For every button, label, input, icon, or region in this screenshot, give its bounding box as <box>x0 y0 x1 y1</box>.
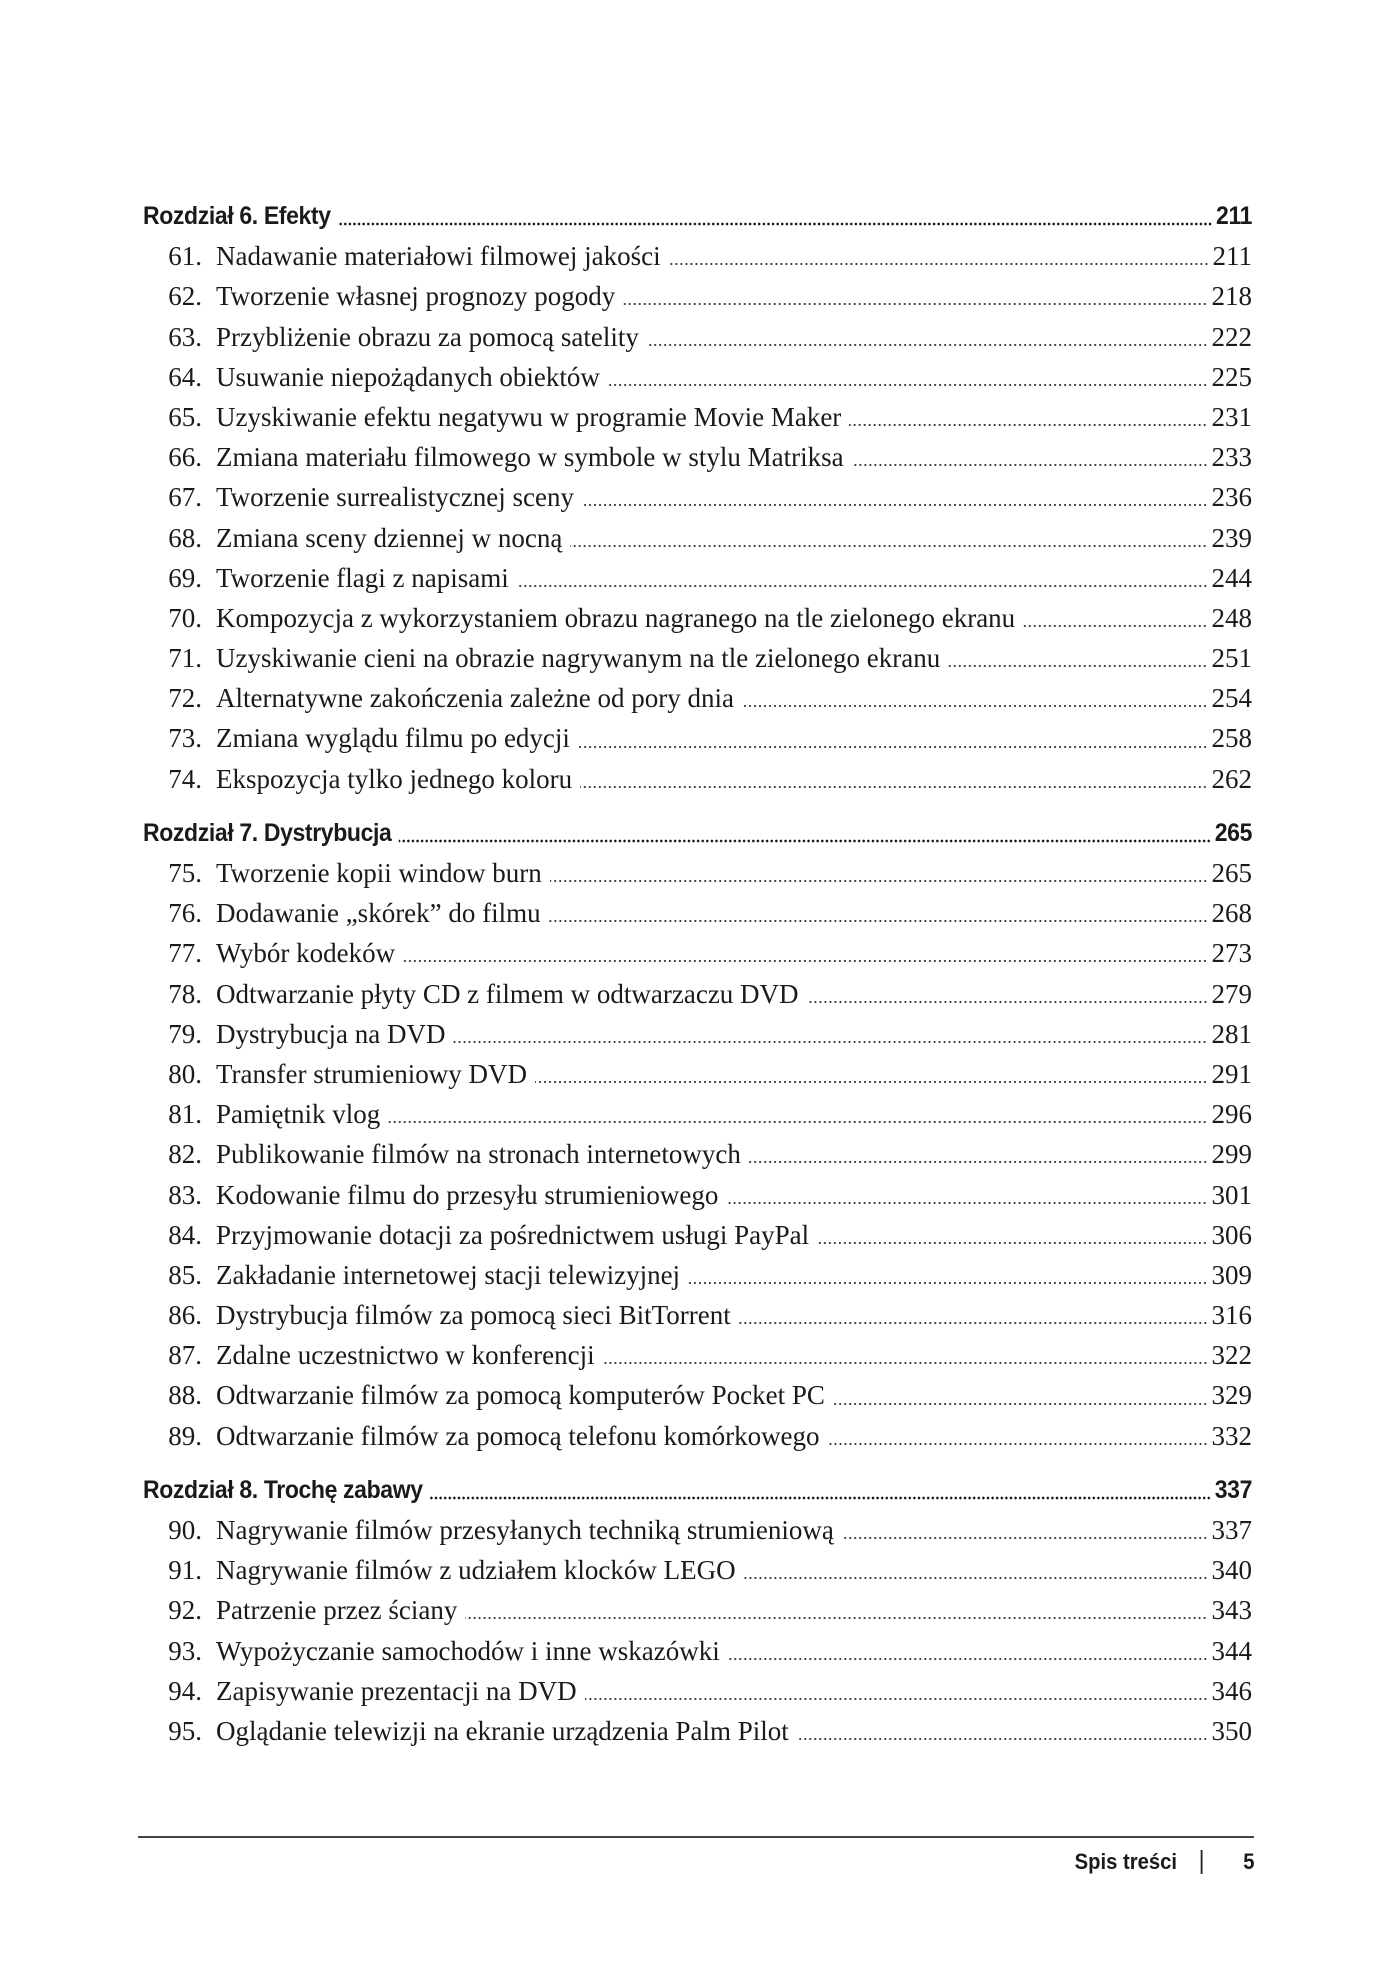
entry-number: 91. <box>168 1555 202 1586</box>
entry-number: 76. <box>168 898 202 929</box>
entry-page: 291 <box>1211 1058 1252 1089</box>
entry-number: 92. <box>168 1595 202 1626</box>
chapter-page: 211 <box>1216 202 1253 230</box>
entry-number: 89. <box>168 1420 202 1451</box>
entry-page: 233 <box>1211 442 1252 473</box>
table-of-contents <box>143 196 1252 1765</box>
dot-leader <box>726 1200 1207 1206</box>
chapter-page: 337 <box>1214 1475 1253 1504</box>
chapter-heading[interactable] <box>143 196 1252 236</box>
entry-number: 70. <box>168 602 202 633</box>
dot-leader <box>849 422 1207 428</box>
entry-number: 83. <box>168 1179 202 1210</box>
toc-entry[interactable] <box>143 236 1252 276</box>
dot-leader <box>749 1159 1208 1165</box>
dot-leader <box>828 1441 1208 1447</box>
dot-leader <box>852 462 1208 468</box>
entry-page: 346 <box>1211 1675 1252 1706</box>
entry-number: 93. <box>168 1635 202 1666</box>
footer-separator <box>1201 1850 1203 1874</box>
dot-leader <box>430 1495 1211 1501</box>
entry-page: 231 <box>1211 401 1252 432</box>
toc-entry[interactable] <box>143 1335 1252 1375</box>
entry-number: 77. <box>168 938 202 969</box>
toc-entry[interactable] <box>143 357 1252 397</box>
entry-title: Patrzenie przez ściany <box>216 1595 458 1626</box>
entry-number: 95. <box>168 1715 202 1746</box>
dot-leader <box>578 744 1208 750</box>
entry-title: Wypożyczanie samochodów i inne wskazówki <box>216 1635 720 1666</box>
entry-page: 225 <box>1211 361 1252 392</box>
entry-number: 73. <box>168 723 202 754</box>
entry-title: Usuwanie niepożądanych obiektów <box>216 361 600 392</box>
dot-leader <box>550 878 1208 884</box>
entry-number: 72. <box>168 683 202 714</box>
page-footer <box>1075 1849 1255 1875</box>
chapter-heading[interactable] <box>143 813 1252 853</box>
entry-title: Tworzenie kopii window burn <box>216 858 542 888</box>
entry-title: Odtwarzanie filmów za pomocą telefonu komórkowego <box>216 1420 820 1451</box>
chapter-title: Rozdział 6. Efekty <box>143 202 331 230</box>
toc-entry[interactable] <box>143 1215 1252 1255</box>
entry-page: 258 <box>1211 723 1252 754</box>
dot-leader <box>728 1656 1208 1662</box>
entry-page: 337 <box>1211 1515 1252 1545</box>
entry-page: 273 <box>1211 938 1252 969</box>
toc-entry[interactable] <box>143 1416 1252 1456</box>
dot-leader <box>535 1079 1208 1085</box>
entry-number: 87. <box>168 1340 202 1371</box>
dot-leader <box>570 543 1207 549</box>
dot-leader <box>582 502 1208 508</box>
dot-leader <box>549 918 1208 924</box>
entry-page: 309 <box>1211 1259 1252 1290</box>
dot-leader <box>388 1119 1207 1125</box>
entry-page: 239 <box>1211 522 1252 553</box>
entry-title: Kompozycja z wykorzystaniem obrazu nagranego na tle zielonego ekranu <box>216 602 1016 633</box>
entry-page: 268 <box>1211 898 1252 929</box>
dot-leader <box>669 261 1209 267</box>
toc-entry[interactable] <box>143 1711 1252 1751</box>
chapter-title: Rozdział 8. Trochę zabawy <box>143 1475 423 1504</box>
entry-title: Wybór kodeków <box>216 938 396 969</box>
entry-number: 84. <box>168 1219 202 1250</box>
entry-number: 68. <box>168 522 202 553</box>
entry-page: 343 <box>1211 1595 1252 1626</box>
entry-page: 344 <box>1211 1635 1252 1666</box>
entry-title: Tworzenie surrealistycznej sceny <box>216 482 574 513</box>
entry-page: 218 <box>1211 281 1252 312</box>
entry-page: 279 <box>1211 978 1252 1009</box>
entry-number: 65. <box>168 401 202 432</box>
entry-title: Zmiana wyglądu filmu po edycji <box>216 723 570 754</box>
entry-title: Zdalne uczestnictwo w konferencji <box>216 1340 595 1371</box>
dot-leader <box>517 583 1208 589</box>
dot-leader <box>465 1615 1207 1621</box>
entry-title: Uzyskiwanie cieni na obrazie nagrywanym na tle zielonego ekranu <box>216 643 941 674</box>
entry-title: Kodowanie filmu do przesyłu strumieniowego <box>216 1179 719 1210</box>
entry-number: 69. <box>168 562 202 593</box>
entry-page: 329 <box>1211 1380 1252 1411</box>
toc-entry[interactable] <box>143 1134 1252 1174</box>
toc-entry[interactable] <box>143 893 1252 933</box>
entry-title: Zakładanie internetowej stacji telewizyjnej <box>216 1259 681 1290</box>
entry-number: 75. <box>168 858 202 888</box>
entry-title: Zmiana materiału filmowego w symbole w stylu Matriksa <box>216 442 844 473</box>
entry-number: 62. <box>168 281 202 312</box>
entry-page: 262 <box>1211 763 1252 794</box>
entry-number: 86. <box>168 1300 202 1331</box>
dot-leader <box>603 1360 1208 1366</box>
toc-entry[interactable] <box>143 718 1252 758</box>
entry-title: Przybliżenie obrazu za pomocą satelity <box>216 321 639 352</box>
entry-title: Zmiana sceny dziennej w nocną <box>216 522 563 553</box>
dot-leader <box>842 1535 1208 1541</box>
dot-leader <box>338 221 1212 227</box>
dot-leader <box>399 838 1211 844</box>
dot-leader <box>1023 623 1207 629</box>
toc-entry[interactable] <box>143 276 1252 316</box>
footer-divider <box>138 1836 1254 1838</box>
entry-title: Nagrywanie filmów z udziałem klocków LEGO <box>216 1555 736 1586</box>
entry-title: Publikowanie filmów na stronach internetowych <box>216 1139 741 1170</box>
entry-title: Dystrybucja na DVD <box>216 1018 446 1049</box>
chapter-7 <box>143 813 1252 1456</box>
entry-page: 248 <box>1211 602 1252 633</box>
entry-title: Oglądanie telewizji na ekranie urządzenia Palm Pilot <box>216 1715 789 1746</box>
entry-title: Dodawanie „skórek” do filmu <box>216 898 541 929</box>
entry-title: Przyjmowanie dotacji za pośrednictwem usługi PayPal <box>216 1219 810 1250</box>
entry-page: 236 <box>1211 482 1252 513</box>
entry-title: Uzyskiwanie efektu negatywu w programie Movie Maker <box>216 401 842 432</box>
entry-page: 306 <box>1211 1219 1252 1250</box>
entry-title: Nagrywanie filmów przesyłanych techniką strumieniową <box>216 1515 834 1545</box>
chapter-6 <box>143 196 1252 799</box>
toc-entry[interactable] <box>143 317 1252 357</box>
dot-leader <box>647 342 1208 348</box>
toc-entry[interactable] <box>143 1175 1252 1215</box>
entry-number: 74. <box>168 763 202 794</box>
entry-number: 85. <box>168 1259 202 1290</box>
dot-leader <box>948 663 1207 669</box>
entry-number: 79. <box>168 1018 202 1049</box>
toc-entry[interactable] <box>143 397 1252 437</box>
toc-entry[interactable] <box>143 678 1252 718</box>
entry-page: 281 <box>1211 1018 1252 1049</box>
toc-entry[interactable] <box>143 1510 1252 1550</box>
dot-leader <box>688 1280 1207 1286</box>
entry-page: 296 <box>1211 1099 1252 1130</box>
dot-leader <box>744 1575 1208 1581</box>
chapter-title: Rozdział 7. Dystrybucja <box>143 818 392 847</box>
dot-leader <box>817 1240 1207 1246</box>
entry-number: 80. <box>168 1058 202 1089</box>
entry-page: 254 <box>1211 683 1252 714</box>
toc-entry[interactable] <box>143 1255 1252 1295</box>
entry-page: 322 <box>1211 1340 1252 1371</box>
toc-entry[interactable] <box>143 1375 1252 1415</box>
entry-number: 88. <box>168 1380 202 1411</box>
entry-title: Transfer strumieniowy DVD <box>216 1058 527 1089</box>
entry-page: 244 <box>1211 562 1252 593</box>
entry-page: 301 <box>1211 1179 1252 1210</box>
entry-page: 350 <box>1211 1715 1252 1746</box>
entry-number: 81. <box>168 1099 202 1130</box>
chapter-heading[interactable] <box>143 1470 1252 1510</box>
toc-entry[interactable] <box>143 1590 1252 1630</box>
dot-leader <box>742 703 1208 709</box>
entry-title: Nadawanie materiałowi filmowej jakości <box>216 241 661 272</box>
entry-page: 340 <box>1211 1555 1252 1586</box>
toc-entry[interactable] <box>143 1295 1252 1335</box>
dot-leader <box>453 1039 1207 1045</box>
entry-page: 251 <box>1211 643 1252 674</box>
toc-entry[interactable] <box>143 1671 1252 1711</box>
entry-number: 94. <box>168 1675 202 1706</box>
entry-number: 63. <box>168 321 202 352</box>
dot-leader <box>580 784 1207 790</box>
toc-entry[interactable] <box>143 1550 1252 1590</box>
entry-number: 71. <box>168 643 202 674</box>
entry-title: Odtwarzanie filmów za pomocą komputerów Pocket PC <box>216 1380 825 1411</box>
entry-title: Pamiętnik vlog <box>216 1099 381 1130</box>
entry-page: 265 <box>1211 858 1252 888</box>
entry-number: 90. <box>168 1515 202 1545</box>
entry-title: Alternatywne zakończenia zależne od pory dnia <box>216 683 734 714</box>
entry-title: Zapisywanie prezentacji na DVD <box>216 1675 577 1706</box>
entry-number: 82. <box>168 1139 202 1170</box>
footer-section-title: Spis treści <box>1075 1849 1178 1874</box>
dot-leader <box>739 1320 1208 1326</box>
entry-number: 78. <box>168 978 202 1009</box>
toc-entry[interactable] <box>143 1631 1252 1671</box>
entry-page: 211 <box>1212 241 1252 272</box>
toc-entry[interactable] <box>143 518 1252 558</box>
toc-entry[interactable] <box>143 933 1252 973</box>
entry-page: 332 <box>1211 1420 1252 1451</box>
toc-entry[interactable] <box>143 853 1252 893</box>
dot-leader <box>585 1696 1208 1702</box>
entry-page: 222 <box>1211 321 1252 352</box>
toc-entry[interactable] <box>143 1094 1252 1134</box>
entry-title: Dystrybucja filmów za pomocą sieci BitTorrent <box>216 1300 731 1331</box>
chapter-8 <box>143 1470 1252 1751</box>
toc-entry[interactable] <box>143 974 1252 1014</box>
entry-number: 64. <box>168 361 202 392</box>
toc-entry[interactable] <box>143 1054 1252 1094</box>
toc-entry[interactable] <box>143 477 1252 517</box>
toc-entry[interactable] <box>143 437 1252 477</box>
entry-page: 299 <box>1211 1139 1252 1170</box>
dot-leader <box>833 1401 1208 1407</box>
dot-leader <box>623 301 1207 307</box>
entry-number: 67. <box>168 482 202 513</box>
entry-title: Odtwarzanie płyty CD z filmem w odtwarzaczu DVD <box>216 978 799 1009</box>
dot-leader <box>807 999 1208 1005</box>
toc-entry[interactable] <box>143 759 1252 799</box>
dot-leader <box>403 958 1207 964</box>
chapter-page: 265 <box>1214 818 1253 847</box>
footer-page-number: 5 <box>1243 1849 1255 1874</box>
dot-leader <box>797 1736 1208 1742</box>
entry-title: Tworzenie flagi z napisami <box>216 562 509 593</box>
entry-number: 61. <box>168 241 202 272</box>
entry-number: 66. <box>168 442 202 473</box>
entry-page: 316 <box>1211 1300 1252 1331</box>
toc-entry[interactable] <box>143 598 1252 638</box>
toc-entry[interactable] <box>143 638 1252 678</box>
toc-entry[interactable] <box>143 558 1252 598</box>
toc-entry[interactable] <box>143 1014 1252 1054</box>
dot-leader <box>608 382 1208 388</box>
entry-title: Ekspozycja tylko jednego koloru <box>216 763 573 794</box>
entry-title: Tworzenie własnej prognozy pogody <box>216 281 616 312</box>
